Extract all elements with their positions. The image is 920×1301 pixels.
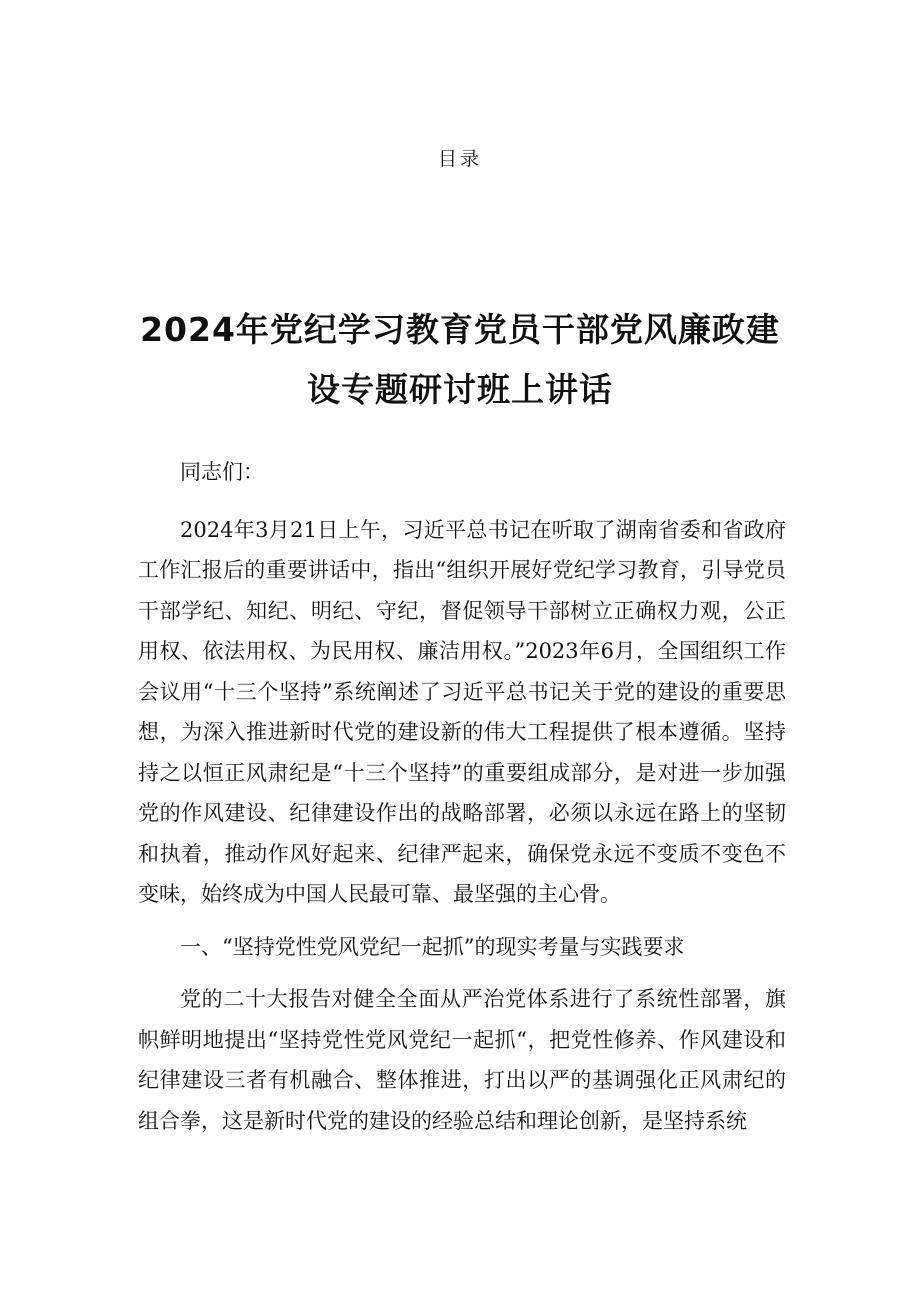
document-body <box>138 452 786 1141</box>
paragraph-1: 2024年3月21日上午，习近平总书记在听取了湖南省委和省政府工作汇报后的重要讲话中，指出“组织开展好党纪学习教育，引导党员干部学纪、知纪、明纪、守纪，督促领导干部树立正确权力观，公正用权、依法用权、为民用权、廉洁用权。”2023年6月，全国组织工作会议用“十三个坚持”系统阐述了习近平总书记关于党的建设的重要思想，为深入推进新时代党的建设新的伟大工程提供了根本遵循。坚持持之以恒正风肃纪是“十三个坚持”的重要组成部分，是对进一步加强党的作风建设、纪律建设作出的战略部署，必须以永远在路上的坚韧和执着，推动作风好起来、纪律严起来，确保党永远不变质不变色不变味，始终成为中国人民最可靠、最坚强的主心骨。 <box>138 517 786 906</box>
document-title <box>100 300 820 420</box>
paragraph-2: 党的二十大报告对健全全面从严治党体系进行了系统性部署，旗帜鲜明地提出“坚持党性党风党纪一起抓“，把党性修养、作风建设和纪律建设三者有机融合、整体推进，打出以严的基调强化正风肃纪的组合拳，这是新时代党的建设的经验总结和理论创新，是坚持系统 <box>138 987 786 1133</box>
title-line-1: 2024年党纪学习教育党员干部党风廉政建 <box>140 310 780 349</box>
salutation: 同志们： <box>180 460 264 484</box>
section-heading-1: 一、“坚持党性党风党纪一起抓”的现实考量与实践要求 <box>180 934 685 959</box>
title-line-2: 设专题研讨班上讲话 <box>307 370 613 409</box>
toc-label: 目录 <box>437 148 482 170</box>
